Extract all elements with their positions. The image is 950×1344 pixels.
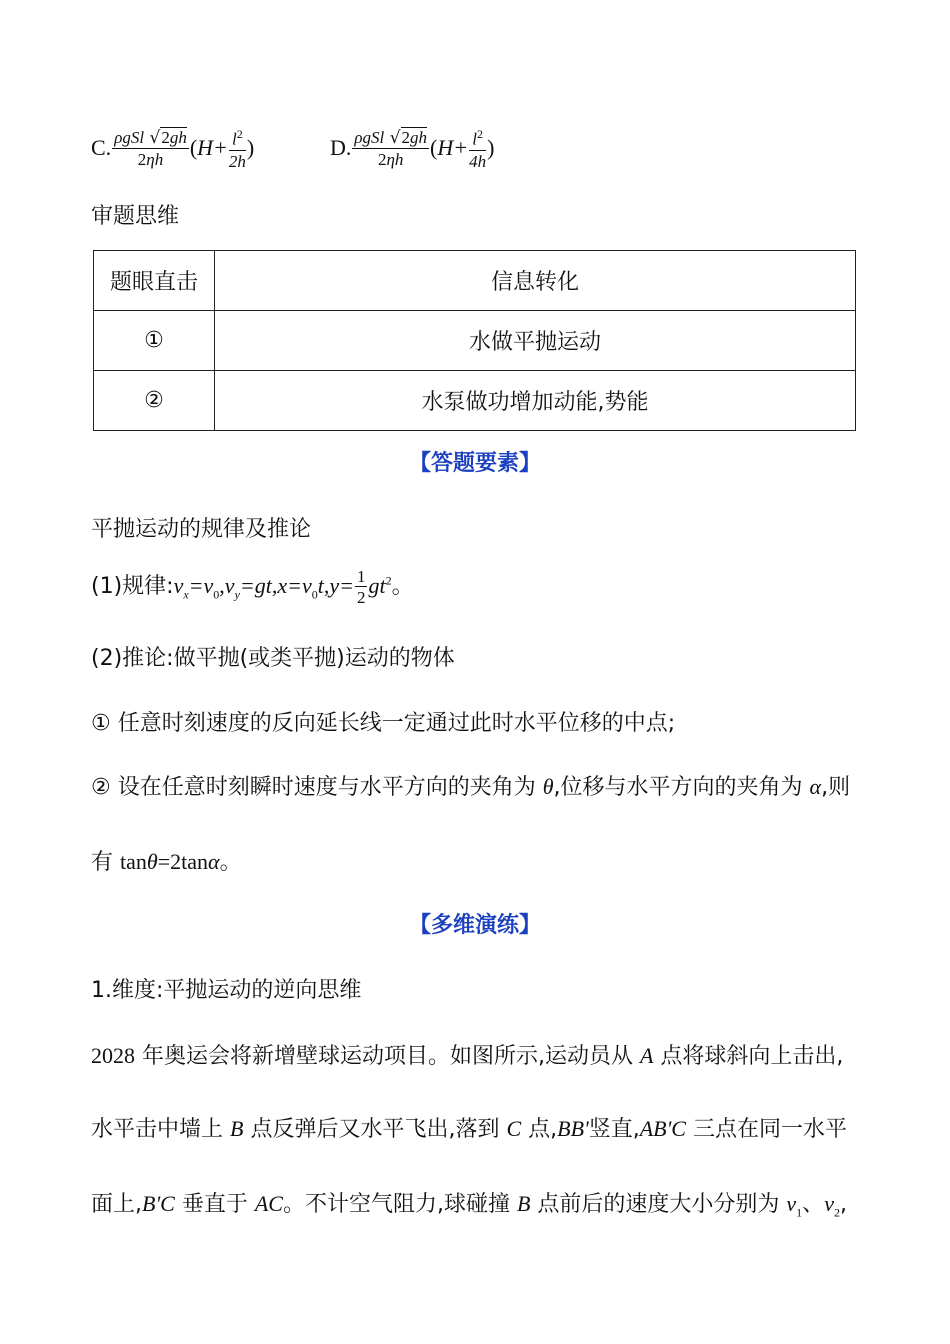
half-fraction: $\frac{1}{2}$ xyxy=(356,567,366,607)
inference-point-2-cont: 有 tanθ=2tanα。 xyxy=(91,849,242,875)
question-1-line-1: 2028 年奥运会将新增壁球运动项目。如图所示,运动员从 A 点将球斜向上击出, xyxy=(91,1043,844,1069)
heading-answer-elements: 【答题要素】 xyxy=(408,451,541,476)
question-1-line-2: 水平击中墙上 B 点反弹后又水平飞出,落到 C 点,BB'竖直,AB'C 三点在同一水平 xyxy=(91,1116,847,1142)
option-d: D. $\frac{\text{ρgSl √2gh}}{2\eta h}$ (H+ $\frac{l^2}{4h}$ ) xyxy=(330,127,495,171)
table-cell: ② xyxy=(94,371,215,431)
table-cell: 水泵做功增加动能,势能 xyxy=(215,371,856,431)
option-d-fraction: $\frac{\text{ρgSl √2gh}}{2\eta h}$ xyxy=(354,127,428,169)
sqrt-icon: √ xyxy=(149,127,161,148)
option-c-l-fraction: $\frac{l^2}{2h}$ xyxy=(228,127,246,171)
section-review-title: 审题思维 xyxy=(91,204,180,229)
sqrt-icon: √ xyxy=(389,127,401,148)
table-row xyxy=(94,311,856,371)
question-1-title: 1.维度:平抛运动的逆向思维 xyxy=(91,978,362,1003)
table-header-row xyxy=(94,251,856,311)
option-c-fraction: $\frac{\text{ρgSl √2gh}}{2\eta h}$ xyxy=(114,127,187,169)
table-cell: ① xyxy=(94,311,215,371)
inference-point-1: ① 任意时刻速度的反向延长线一定通过此时水平位移的中点; xyxy=(91,711,676,736)
option-c: C. $\frac{\text{ρgSl √2gh}}{2\eta h}$ (H+ $\frac{l^2}{2h}$ ) xyxy=(91,127,255,171)
option-d-l-fraction: $\frac{l^2}{4h}$ xyxy=(469,127,487,171)
inference-point-2: ② 设在任意时刻瞬时速度与水平方向的夹角为 θ,位移与水平方向的夹角为 α,则 xyxy=(91,774,851,800)
table-header-cell: 题眼直击 xyxy=(94,251,215,311)
table-header-cell: 信息转化 xyxy=(215,251,856,311)
table-row xyxy=(94,371,856,431)
rule-formula: (1)规律$:v_x=v_0,v_y=gt,x=v_0t,y=$ $\frac{1}{2}$ $gt^2$。 xyxy=(91,567,414,607)
info-table xyxy=(93,250,856,431)
option-c-label: C. xyxy=(91,134,112,160)
topic-title: 平抛运动的规律及推论 xyxy=(91,517,312,542)
heading-practice: 【多维演练】 xyxy=(408,913,541,938)
table-cell: 水做平抛运动 xyxy=(215,311,856,371)
question-1-line-3: 面上,B'C 垂直于 AC。不计空气阻力,球碰撞 B 点前后的速度大小分别为 $v_1$、$v_2$, xyxy=(91,1191,847,1220)
option-d-label: D. xyxy=(330,134,352,160)
inference-title: (2)推论:做平抛(或类平抛)运动的物体 xyxy=(91,646,455,671)
